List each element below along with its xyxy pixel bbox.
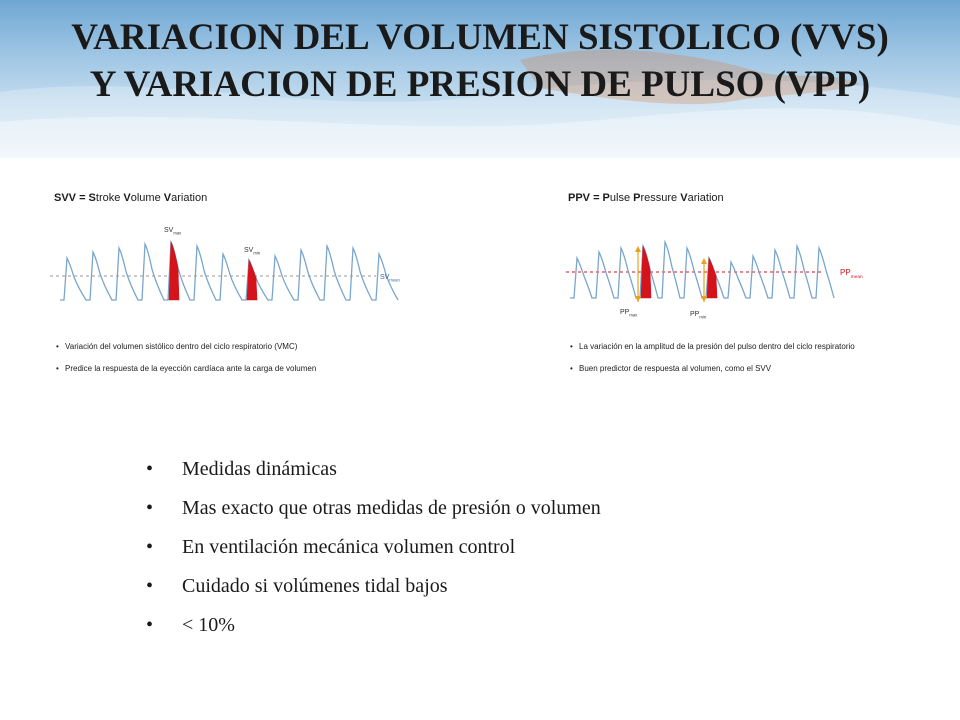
ppv-note: • Buen predictor de respuesta al volumen, como el SVV <box>568 364 855 386</box>
svv-heading-part: V <box>123 192 131 204</box>
svv-heading <box>54 192 207 204</box>
ppv-arrow-head <box>635 296 641 302</box>
svv-note: • Variación del volumen sistólico dentro del ciclo respiratorio (VMC) <box>54 342 316 364</box>
svv-waveform <box>46 212 412 324</box>
svv-heading-part: olume <box>130 192 164 204</box>
svv-figure <box>46 180 412 380</box>
ppv-figure <box>560 180 890 380</box>
bullet-item: • < 10% <box>144 608 601 647</box>
ppv-mean-label: $PP_{mean}$ <box>840 268 863 280</box>
svv-heading-part: ariation <box>171 192 208 204</box>
slide-title: VARIACION DEL VOLUMEN SISTOLICO (VVS) Y VARIACION DE PRESION DE PULSO (VPP) <box>71 17 889 105</box>
ppv-arrow-head <box>701 258 707 264</box>
bullet-item: • Cuidado si volúmenes tidal bajos <box>144 569 601 608</box>
svv-heading-part: S <box>88 192 96 204</box>
bullet-item: • Mas exacto que otras medidas de presión o volumen <box>144 491 601 530</box>
ppv-min-label: $PP_{min}$ <box>690 311 707 320</box>
svv-notes <box>54 342 316 386</box>
ppv-pulse-trace <box>570 242 834 298</box>
ppv-arrow-head <box>701 296 707 302</box>
bullet-item: • Medidas dinámicas <box>144 452 601 491</box>
svv-heading-part: V <box>163 192 172 204</box>
ppv-heading-part: ulse <box>609 192 634 204</box>
bullet-list <box>144 452 601 647</box>
svv-min-label: $SV_{min}$ <box>244 247 261 256</box>
ppv-heading-part: P <box>633 192 641 204</box>
ppv-max-beat-fill <box>641 246 651 298</box>
bullet-item: • En ventilación mecánica volumen control <box>144 530 601 569</box>
ppv-note: • La variación en la amplitud de la presión del pulso dentro del ciclo respiratorio <box>568 342 855 364</box>
svv-max-label: $SV_{max}$ <box>164 227 182 236</box>
ppv-heading-part: ressure <box>640 192 681 204</box>
svv-note: • Predice la respuesta de la eyección cardíaca ante la carga de volumen <box>54 364 316 386</box>
ppv-notes <box>568 342 855 386</box>
svv-heading-part: troke <box>95 192 124 204</box>
ppv-heading-part: V <box>680 192 688 204</box>
title-banner <box>0 0 960 158</box>
svv-pulse-trace <box>60 242 398 300</box>
ppv-heading-part: P <box>602 192 610 204</box>
ppv-waveform <box>560 212 890 324</box>
ppv-heading-part: ariation <box>687 192 724 204</box>
ppv-heading <box>568 192 724 204</box>
ppv-arrow-head <box>635 246 641 252</box>
svv-max-beat-fill <box>169 242 179 300</box>
ppv-heading-part: PPV = <box>568 192 603 204</box>
svv-heading-part: SVV = <box>54 192 89 204</box>
ppv-max-label: $PP_{max}$ <box>620 309 638 318</box>
svv-mean-label: $SV_{mean}$ <box>380 274 400 283</box>
